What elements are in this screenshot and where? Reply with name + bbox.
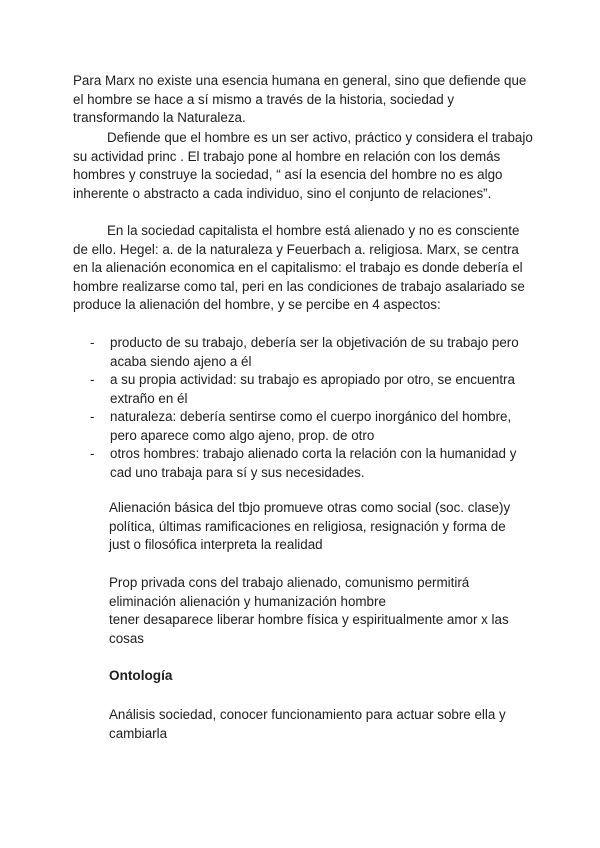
bullet-dash: - (90, 335, 95, 350)
list-item-text: otros hombres: trabajo alienado corta la relación con la humanidad y cad uno trabaja para sí y sus necesidades. (110, 446, 517, 480)
paragraph-basic-alienation: Alienación básica del tbjo promueve otras como social (soc. clase)y política, últimas ramificaciones en religiosa, resignación y forma de just o filosófica interpreta la realidad (109, 500, 511, 552)
paragraph-work-activity: Defiende que el hombre es un ser activo, práctico y considera el trabajo su actividad princ . El trabajo pone al hombre en relación con los demás hombres y construye la sociedad, “ así la esencia del hombre no es algo inherente o abstracto a cada individuo, sino el conjunto de relaciones”. (73, 130, 533, 201)
list-item (73, 445, 533, 482)
text-line: Prop privada cons del trabajo alienado, comunismo permitirá eliminación alienación y humanización hombre (109, 575, 470, 609)
bullet-dash: - (90, 372, 95, 387)
list-item-text: a su propia actividad: su trabajo es apropiado por otro, se encuentra extraño en él (110, 372, 515, 406)
list-item-text: producto de su trabajo, debería ser la objetivación de su trabajo pero acaba siendo ajeno a él (110, 335, 519, 369)
paragraph-ontology: Análisis sociedad, conocer funcionamiento para actuar sobre ella y cambiarla (109, 707, 506, 741)
paragraph-marx-essence: Para Marx no existe una esencia humana en general, sino que defiende que el hombre se hace a sí mismo a través de la historia, sociedad y transformando la Naturaleza. (73, 73, 527, 125)
list-item-text: naturaleza: debería sentirse como el cuerpo inorgánico del hombre, pero aparece como algo ajeno, prop. de otro (110, 409, 512, 443)
bullet-dash: - (90, 446, 95, 461)
list-item (73, 334, 533, 371)
text-line: tener desaparece liberar hombre física y espiritualmente amor x las cosas (109, 612, 509, 646)
alienation-aspects-list (73, 334, 533, 482)
list-item (73, 371, 533, 408)
section-heading: Ontología (109, 668, 173, 683)
paragraph-alienation: En la sociedad capitalista el hombre está alienado y no es consciente de ello. Hegel: a. de la naturaleza y Feuerbach a. religiosa. Marx, se centra en la alienación economica en el capitalismo: el trabajo es donde debería el hombre realizarse como tal, peri en las condiciones de trabajo asalariado se produce la alienación del hombre, y se percibe en 4 aspectos: (73, 223, 525, 312)
paragraph-private-property (109, 574, 529, 648)
list-item (73, 408, 533, 445)
bullet-dash: - (90, 409, 95, 424)
